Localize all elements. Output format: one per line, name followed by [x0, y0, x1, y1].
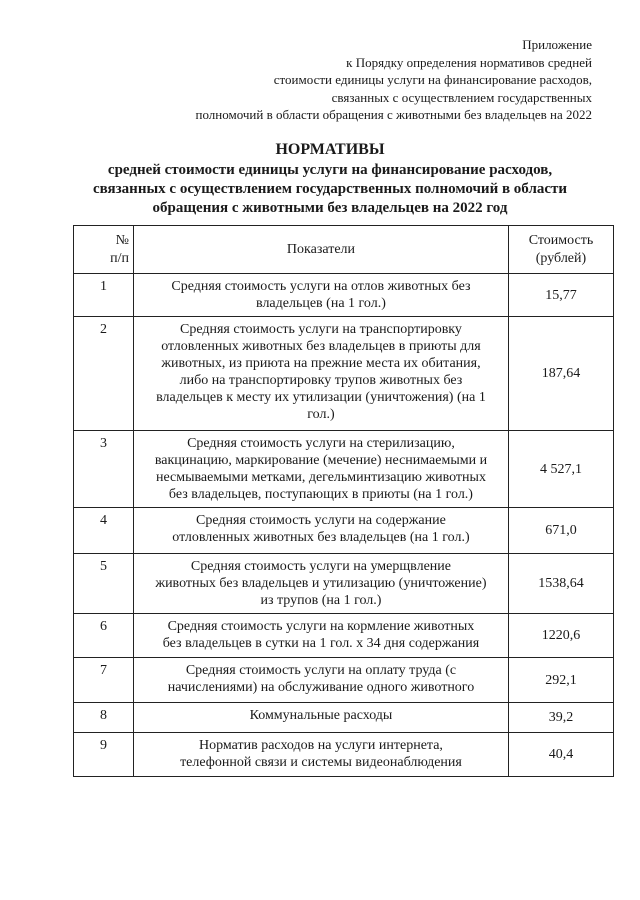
row-description-line: Коммунальные расходы [249, 708, 393, 723]
row-number: 8 [74, 703, 134, 733]
header-num-cell [74, 226, 134, 274]
row-description [133, 658, 508, 703]
header-indicator-cell [133, 226, 508, 274]
row-description-line: вакцинацию, маркирование (мечение) неснимаемыми и [154, 453, 488, 468]
row-description-line: без владельцев, поступающих в приюты (на 1 гол.) [168, 487, 473, 502]
row-description-line: Средняя стоимость услуги на стерилизацию, [187, 436, 455, 451]
row-description [133, 274, 508, 317]
row-cost-value: 4 527,1 [508, 431, 613, 508]
row-cost-value: 292,1 [508, 658, 613, 703]
row-description [133, 733, 508, 777]
row-number: 6 [74, 614, 134, 658]
row-number: 5 [74, 554, 134, 614]
row-description-line: либо на транспортировку трупов животных без [179, 373, 463, 388]
row-description-line: Норматив расходов на услуги интернета, [198, 738, 443, 753]
table-row [74, 614, 614, 658]
row-description-line: начислениями) на обслуживание одного животного [167, 680, 475, 695]
header-cost-line1: Стоимость [528, 233, 594, 248]
row-description-line: телефонной связи и системы видеонаблюдения [180, 755, 462, 770]
table-header-row [74, 226, 614, 274]
title-subtitle-line: средней стоимости единицы услуги на финансирование расходов, [107, 162, 553, 178]
row-number: 9 [74, 733, 134, 777]
row-description-line: Средняя стоимость услуги на отлов животных без [171, 279, 471, 294]
row-description [133, 317, 508, 431]
header-cost-line2: (рублей) [535, 251, 587, 266]
table-row [74, 317, 614, 431]
row-description [133, 703, 508, 733]
row-description [133, 431, 508, 508]
row-cost-value: 1538,64 [508, 554, 613, 614]
row-number: 2 [74, 317, 134, 431]
row-cost-value: 1220,6 [508, 614, 613, 658]
appendix-line: Приложение [522, 37, 592, 52]
row-description-line: владельцев к месту их утилизации (уничтожения) (на 1 [156, 390, 486, 405]
row-description-line: Средняя стоимость услуги на умерщвление [190, 559, 451, 574]
row-description-line: животных, из приюта на прежние места их обитания, [161, 356, 481, 371]
table-row [74, 658, 614, 703]
row-description-line: животных без владельцев и утилизацию (уничтожение) [155, 576, 487, 591]
table-row [74, 703, 614, 733]
table-row [74, 733, 614, 777]
row-cost-value: 40,4 [508, 733, 613, 777]
row-cost-value: 15,77 [508, 274, 613, 317]
header-num-line1: № [115, 233, 129, 248]
document-title [60, 140, 600, 218]
row-number: 1 [74, 274, 134, 317]
row-description-line: гол.) [307, 407, 335, 422]
row-cost-value: 671,0 [508, 508, 613, 554]
table-row [74, 274, 614, 317]
table-row [74, 508, 614, 554]
appendix-line: связанных с осуществлением государственных [331, 89, 592, 105]
row-description-line: из трупов (на 1 гол.) [260, 593, 382, 608]
appendix-line: к Порядку определения нормативов средней [346, 54, 592, 70]
table-row [74, 554, 614, 614]
header-cost-cell [508, 226, 613, 274]
header-indicator: Показатели [286, 241, 356, 257]
title-subtitle-line: связанных с осуществлением государственных полномочий в области [92, 181, 568, 197]
row-description [133, 554, 508, 614]
row-description-line: владельцев (на 1 гол.) [256, 296, 386, 311]
row-cost-value: 187,64 [508, 317, 613, 431]
row-description-line: несмываемыми метками, дегельминтизацию животных [155, 470, 486, 485]
appendix-line: полномочий в области обращения с животными без владельцев на 2022 [195, 107, 592, 122]
header-num-line2: п/п [110, 251, 129, 266]
row-number: 4 [74, 508, 134, 554]
title-subtitle-line: обращения с животными без владельцев на 2022 год [152, 200, 508, 216]
row-description [133, 614, 508, 658]
appendix-header [152, 36, 592, 124]
row-description-line: Средняя стоимость услуги на оплату труда (с [185, 663, 457, 678]
norms-table [73, 225, 614, 777]
row-number: 3 [74, 431, 134, 508]
row-description-line: Средняя стоимость услуги на кормление животных [167, 619, 475, 634]
table-row [74, 431, 614, 508]
row-description-line: отловленных животных без владельцев в приюты для [161, 339, 481, 354]
title-main: НОРМАТИВЫ [275, 141, 385, 158]
row-description [133, 508, 508, 554]
table-body [74, 274, 614, 777]
row-cost-value: 39,2 [508, 703, 613, 733]
row-description-line: Средняя стоимость услуги на транспортировку [180, 322, 462, 337]
row-description-line: без владельцев в сутки на 1 гол. х 34 дня содержания [162, 636, 480, 651]
row-description-line: отловленных животных без владельцев (на 1 гол.) [172, 530, 470, 545]
appendix-line: стоимости единицы услуги на финансирование расходов, [273, 72, 592, 87]
row-number: 7 [74, 658, 134, 703]
row-description-line: Средняя стоимость услуги на содержание [196, 513, 446, 528]
